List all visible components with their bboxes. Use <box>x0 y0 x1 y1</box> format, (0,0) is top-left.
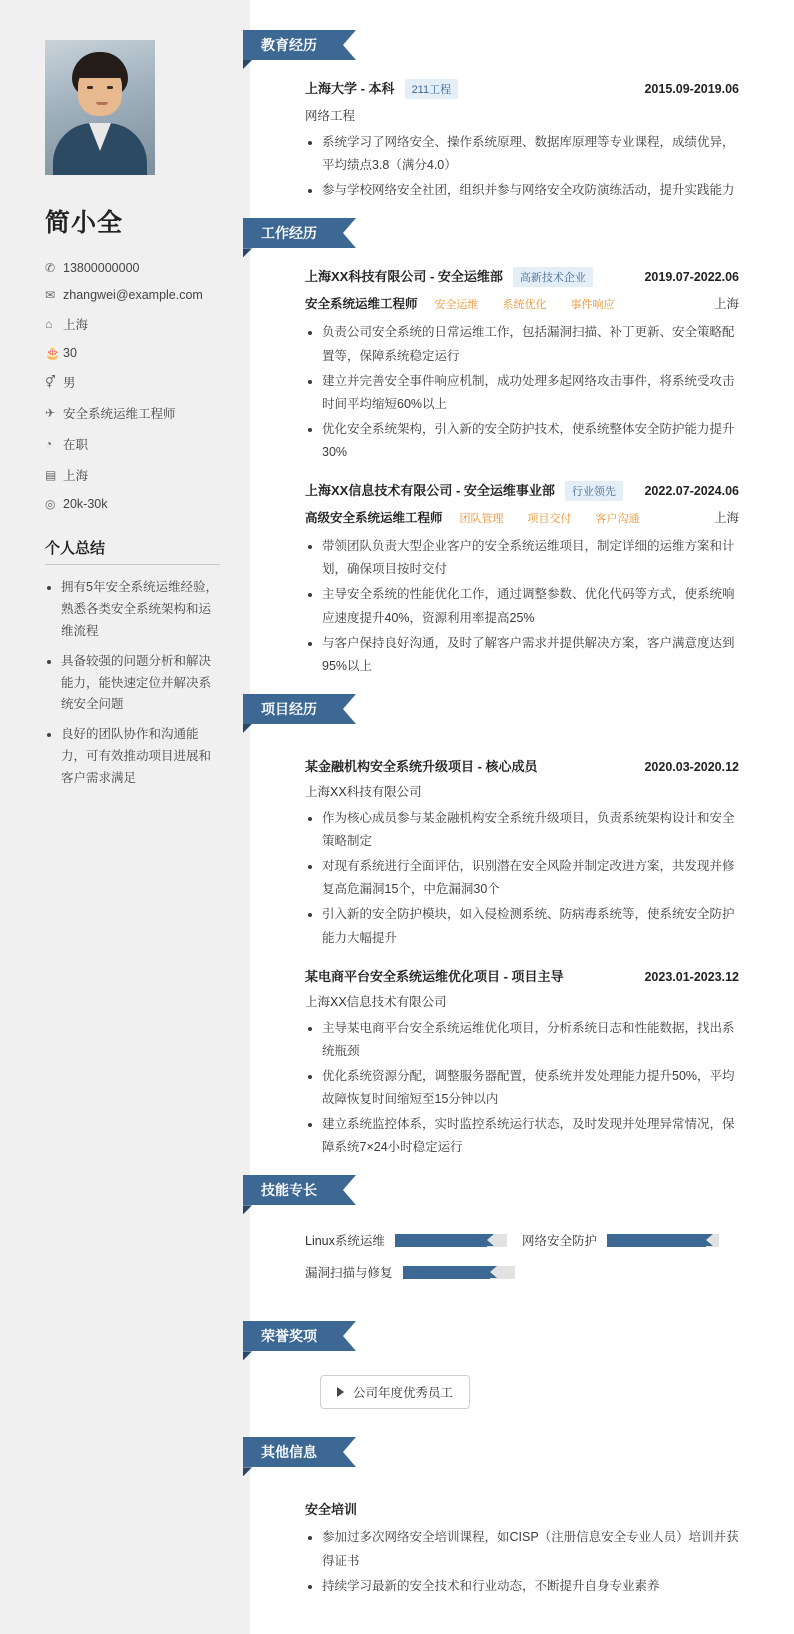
job-icon: ✈ <box>45 406 56 420</box>
avatar-eye-left <box>87 86 93 89</box>
summary-list <box>45 577 220 790</box>
list-item: • 与客户保持良好沟通，及时了解客户需求并提供解决方案，客户满意度达到95%以上 <box>322 632 739 678</box>
summary-divider <box>45 564 220 565</box>
section-header-projects <box>243 694 739 724</box>
skill-tag: 系统优化 <box>502 299 547 312</box>
skill-progress-fill <box>403 1266 490 1279</box>
other-bullets <box>305 1526 739 1597</box>
section-projects <box>250 694 739 1160</box>
honor-chip <box>320 1375 470 1409</box>
age-icon: 🎂 <box>45 346 60 360</box>
info-value-gender: 男 <box>63 376 76 390</box>
status-badge: 高新技术企业 <box>513 267 593 287</box>
status-badge: 行业领先 <box>565 481 623 501</box>
entry-bullets <box>305 535 739 678</box>
entry-location: 上海 <box>713 297 739 312</box>
home-icon: ⌂ <box>45 317 53 331</box>
skill-item <box>305 1231 522 1249</box>
list-item: • 建立系统监控体系，实时监控系统运行状态，及时发现并处理异常情况，保障系统7×24小时稳定运行 <box>322 1113 739 1159</box>
entry-title: 上海大学 - 本科 <box>305 81 395 96</box>
entry-company: 上海XX信息技术有限公司 <box>305 994 447 1009</box>
other-subtitle: 安全培训 <box>305 1502 358 1518</box>
list-item: • 系统学习了网络安全、操作系统原理、数据库原理等专业课程，成绩优异，平均绩点3.8（满分4.0） <box>322 131 739 177</box>
section-header-honors <box>243 1321 739 1351</box>
play-icon <box>337 1387 344 1397</box>
entry-head <box>305 966 739 985</box>
sidebar <box>0 0 250 1634</box>
entry-bullets <box>305 1017 739 1160</box>
info-item-email <box>45 288 220 302</box>
list-item: • 主导安全系统的性能优化工作，通过调整参数、优化代码等方式，使系统响应速度提升40%，资源利用率提高25% <box>322 583 739 629</box>
skill-progress-fill <box>607 1234 706 1247</box>
info-value-job-title: 安全系统运维工程师 <box>63 407 176 421</box>
info-item-hometown <box>45 315 220 333</box>
info-value-age: 30 <box>63 346 77 360</box>
list-item: • 主导某电商平台安全系统运维优化项目，分析系统日志和性能数据，找出系统瓶颈 <box>322 1017 739 1063</box>
entry-date: 2022.07-2024.06 <box>644 484 739 499</box>
spacer <box>250 742 739 756</box>
list-item: • 负责公司安全系统的日常运维工作，包括漏洞扫描、补丁更新、安全策略配置等，保障系统稳定运行 <box>322 321 739 367</box>
skill-progress-bar <box>607 1234 719 1247</box>
salary-icon: ◎ <box>45 497 56 511</box>
skill-item <box>522 1231 739 1249</box>
contact-info-list <box>45 261 220 511</box>
info-item-gender <box>45 373 220 391</box>
info-item-salary <box>45 497 220 511</box>
other-body <box>250 1526 739 1597</box>
skill-label: 网络安全防护 <box>522 1234 598 1249</box>
info-value-phone: 13800000000 <box>63 261 140 275</box>
entry-company: 上海XX科技有限公司 <box>305 784 422 799</box>
list-item: • 参与学校网络安全社团，组织并参与网络安全攻防演练活动，提升实践能力 <box>322 179 739 202</box>
section-title-work: 工作经历 <box>243 218 343 248</box>
list-item: • 对现有系统进行全面评估，识别潜在安全风险并制定改进方案，共发现并修复高危漏洞15个，中危漏洞30个 <box>322 855 739 901</box>
skill-progress-fill <box>395 1234 487 1247</box>
avatar-fringe <box>75 60 125 78</box>
mail-icon: ✉ <box>45 288 56 302</box>
section-title-education: 教育经历 <box>243 30 343 60</box>
location-icon: ▤ <box>45 468 57 482</box>
section-education <box>250 30 739 202</box>
entry-position: 高级安全系统运维工程师 <box>305 511 443 526</box>
avatar <box>45 40 155 175</box>
list-item: • 拥有5年安全系统运维经验，熟悉各类安全系统架构和运维流程 <box>61 577 220 643</box>
entry-title: 某电商平台安全系统运维优化项目 - 项目主导 <box>305 968 564 984</box>
skill-tag: 安全运维 <box>434 299 479 312</box>
entry-head <box>305 756 739 775</box>
list-item: • 优化系统资源分配，调整服务器配置，使系统并发处理能力提升50%，平均故障恢复时间缩短至15分钟以内 <box>322 1065 739 1111</box>
entry-subhead <box>305 294 739 314</box>
section-header-education <box>243 30 739 60</box>
list-item: • 优化安全系统架构，引入新的安全防护技术，使系统整体安全防护能力提升30% <box>322 418 739 464</box>
skill-item <box>305 1263 522 1281</box>
skill-tag: 团队管理 <box>459 513 504 526</box>
info-item-phone <box>45 261 220 275</box>
info-item-age <box>45 346 220 360</box>
skill-tag: 项目交付 <box>527 513 572 526</box>
entry-date: 2019.07-2022.06 <box>644 270 739 285</box>
list-item: • 建立并完善安全事件响应机制，成功处理多起网络攻击事件，将系统受攻击时间平均缩短60%以上 <box>322 370 739 416</box>
entry-head <box>305 480 739 501</box>
skill-tag: 事件响应 <box>570 299 615 312</box>
list-item: • 引入新的安全防护模块，如入侵检测系统、防病毒系统等，使系统安全防护能力大幅提升 <box>322 903 739 949</box>
work-entry <box>250 266 739 464</box>
list-item: • 参加过多次网络安全培训课程，如CISP（注册信息安全专业人员）培训并获得证书 <box>322 1526 739 1572</box>
spacer <box>250 1485 739 1499</box>
honors-list <box>250 1375 739 1409</box>
status-badge: 211工程 <box>405 79 459 99</box>
entry-date: 2023.01-2023.12 <box>644 969 739 984</box>
entry-title: 上海XX科技有限公司 - 安全运维部 <box>305 269 503 285</box>
skill-progress-bar <box>395 1234 507 1247</box>
info-item-job-status <box>45 435 220 453</box>
info-item-location <box>45 466 220 484</box>
entry-bullets <box>305 321 739 464</box>
skill-tag: 客户沟通 <box>595 513 640 526</box>
info-value-salary: 20k-30k <box>63 497 108 511</box>
section-work <box>250 218 739 678</box>
candidate-name: 简小全 <box>45 209 124 237</box>
avatar-eye-right <box>107 86 113 89</box>
skills-grid <box>250 1231 739 1295</box>
education-entry <box>250 78 739 202</box>
skill-progress-bar <box>403 1266 515 1279</box>
section-title-skills: 技能专长 <box>243 1175 343 1205</box>
list-item: • 具备较强的问题分析和解决能力，能快速定位并解决系统安全问题 <box>61 651 220 717</box>
entry-location: 上海 <box>713 511 739 526</box>
entry-bullets <box>305 131 739 202</box>
project-entry <box>250 756 739 950</box>
work-entry <box>250 480 739 678</box>
entry-subhead <box>305 508 739 528</box>
avatar-mouth <box>96 102 108 105</box>
section-header-other <box>243 1437 739 1467</box>
section-title-other: 其他信息 <box>243 1437 343 1467</box>
entry-date: 2015.09-2019.06 <box>644 82 739 96</box>
list-item: • 良好的团队协作和沟通能力，可有效推动项目进展和客户需求满足 <box>61 724 220 790</box>
section-skills <box>250 1175 739 1295</box>
skill-label: 漏洞扫描与修复 <box>305 1266 393 1281</box>
gender-icon: ⚥ <box>45 375 56 389</box>
skill-label: Linux系统运维 <box>305 1234 385 1249</box>
entry-title: 某金融机构安全系统升级项目 - 核心成员 <box>305 758 538 774</box>
entry-bullets <box>305 807 739 950</box>
entry-head <box>305 266 739 287</box>
info-item-job-title <box>45 404 220 422</box>
section-title-honors: 荣誉奖项 <box>243 1321 343 1351</box>
info-value-location: 上海 <box>63 469 89 483</box>
list-item: • 带领团队负责大型企业客户的安全系统运维项目，制定详细的运维方案和计划，确保项目按时交付 <box>322 535 739 581</box>
status-icon: ◔ <box>45 437 53 451</box>
section-title-projects: 项目经历 <box>243 694 343 724</box>
summary-title: 个人总结 <box>45 540 106 557</box>
main-content <box>250 0 794 1634</box>
entry-head <box>305 78 739 99</box>
project-entry <box>250 966 739 1160</box>
info-value-email: zhangwei@example.com <box>63 288 203 302</box>
phone-icon: ✆ <box>45 261 56 275</box>
section-honors <box>250 1321 739 1409</box>
honor-label: 公司年度优秀员工 <box>353 1386 454 1401</box>
list-item: • 作为核心成员参与某金融机构安全系统升级项目，负责系统架构设计和安全策略制定 <box>322 807 739 853</box>
section-header-work <box>243 218 739 248</box>
entry-major: 网络工程 <box>305 109 356 123</box>
list-item: • 持续学习最新的安全技术和行业动态，不断提升自身专业素养 <box>322 1575 739 1598</box>
entry-position: 安全系统运维工程师 <box>305 297 418 312</box>
section-header-skills <box>243 1175 739 1205</box>
entry-title: 上海XX信息技术有限公司 - 安全运维事业部 <box>305 483 555 499</box>
entry-date: 2020.03-2020.12 <box>644 759 739 774</box>
info-value-job-status: 在职 <box>63 438 89 452</box>
info-value-hometown: 上海 <box>63 318 89 332</box>
